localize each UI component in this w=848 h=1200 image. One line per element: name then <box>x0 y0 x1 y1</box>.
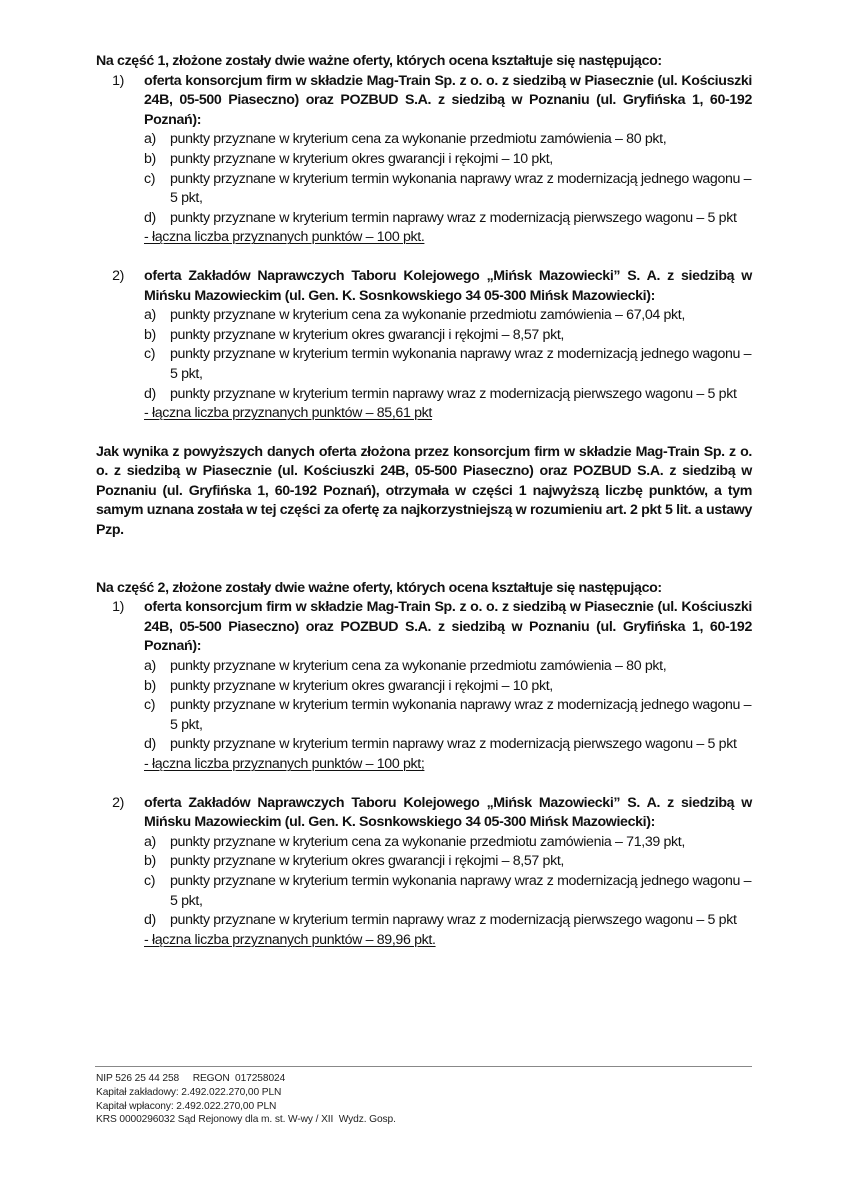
criterion-text: punkty przyznane w kryterium termin naprawy wraz z modernizacją pierwszego wagonu – 5 pkt <box>170 912 737 929</box>
criterion-item <box>144 306 752 326</box>
criterion-item <box>144 130 752 150</box>
criterion-item <box>144 852 752 872</box>
criterion-letter: c) <box>144 346 156 363</box>
offer-total-points: - łączna liczba przyznanych punktów – 89,96 pkt. <box>144 931 436 948</box>
criterion-letter: d) <box>144 736 156 753</box>
section-1-offer-2 <box>96 267 752 424</box>
footer-krs: KRS 0000296032 Sąd Rejonowy dla m. st. W-wy / XII Wydz. Gosp. <box>96 1114 396 1126</box>
criterion-text: punkty przyznane w kryterium termin naprawy wraz z modernizacją pierwszego wagonu – 5 pkt <box>170 209 737 226</box>
criterion-text: punkty przyznane w kryterium termin naprawy wraz z modernizacją pierwszego wagonu – 5 pkt <box>170 736 737 753</box>
company-footer <box>96 1072 396 1127</box>
criterion-text: punkty przyznane w kryterium okres gwarancji i rękojmi – 8,57 pkt, <box>170 853 565 870</box>
criterion-letter: c) <box>144 697 156 714</box>
criterion-text: punkty przyznane w kryterium cena za wykonanie przedmiotu zamówienia – 67,04 pkt, <box>170 307 685 324</box>
section-2-intro: Na część 2, złożone zostały dwie ważne oferty, których ocena kształtuje się następująco: <box>96 579 662 596</box>
criterion-text: punkty przyznane w kryterium termin wykonania naprawy wraz z modernizacją jednego wagonu – 5 pkt, <box>170 346 752 382</box>
criterion-letter: a) <box>144 833 156 850</box>
offer-number: 2) <box>112 267 124 284</box>
criterion-item <box>144 209 752 229</box>
criterion-item <box>144 385 752 405</box>
footer-tax-ids: NIP 526 25 44 258 REGON 017258024 <box>96 1073 286 1084</box>
criterion-text: punkty przyznane w kryterium cena za wykonanie przedmiotu zamówienia – 80 pkt, <box>170 131 667 148</box>
criterion-text: punkty przyznane w kryterium termin wykonania naprawy wraz z modernizacją jednego wagonu – 5 pkt, <box>170 872 752 909</box>
criterion-letter: b) <box>144 853 156 870</box>
criterion-item <box>144 833 752 853</box>
criterion-letter: b) <box>144 150 156 167</box>
section-2-offer-2 <box>96 794 752 951</box>
offer-title: oferta Zakładów Naprawczych Taboru Kolejowego „Mińsk Mazowiecki” S. A. z siedzibą w Mińsku Mazowieckim (ul. Gen. K. Sosnkowskiego 34 05-300 Mińsk Mazowiecki): <box>144 794 752 831</box>
section-1-offer-1 <box>96 72 752 248</box>
criterion-item <box>144 872 752 911</box>
section-1-conclusion: Jak wynika z powyższych danych oferta złożona przez konsorcjum firm w składzie Mag-Train Sp. z o. o. z siedzibą w Piasecznie (ul. Kościuszki 24B, 05-500 Piaseczno) oraz POZBUD S.A. z siedzibą w Poznaniu (ul. Gryfińska 1, 60-192 Poznań), otrzymała w części 1 najwyższą liczbę punktów, a tym samym uznana została w tej części za ofertę za najkorzystniejszą w rozumieniu art. 2 pkt 5 lit. a ustawy Pzp. <box>96 443 752 539</box>
criterion-item <box>144 345 752 384</box>
criterion-letter: b) <box>144 326 156 343</box>
criterion-item <box>144 170 752 209</box>
criterion-item <box>144 677 752 697</box>
footer-divider <box>95 1066 752 1067</box>
criterion-item <box>144 911 752 931</box>
document-body <box>96 52 752 950</box>
footer-share-capital: Kapitał zakładowy: 2.492.022.270,00 PLN <box>96 1086 282 1098</box>
criterion-letter: d) <box>144 209 156 226</box>
criterion-text: punkty przyznane w kryterium cena za wykonanie przedmiotu zamówienia – 71,39 pkt, <box>170 833 685 850</box>
criterion-text: punkty przyznane w kryterium okres gwarancji i rękojmi – 10 pkt, <box>170 150 553 167</box>
section-2-offer-1 <box>96 598 752 774</box>
criterion-text: punkty przyznane w kryterium okres gwarancji i rękojmi – 8,57 pkt, <box>170 326 565 343</box>
criterion-item <box>144 696 752 735</box>
criterion-item <box>144 326 752 346</box>
criterion-letter: d) <box>144 385 156 402</box>
offer-number: 1) <box>112 599 124 616</box>
criterion-text: punkty przyznane w kryterium termin naprawy wraz z modernizacją pierwszego wagonu – 5 pkt <box>170 385 737 402</box>
criterion-item <box>144 150 752 170</box>
offer-number: 1) <box>112 72 124 89</box>
criterion-letter: c) <box>144 170 156 187</box>
offer-title: oferta konsorcjum firm w składzie Mag-Train Sp. z o. o. z siedzibą w Piasecznie (ul. Kościuszki 24B, 05-500 Piaseczno) oraz POZBUD S.A. z siedzibą w Poznaniu (ul. Gryfińska 1, 60-192 Poznań): <box>144 599 752 655</box>
offer-title: oferta Zakładów Naprawczych Taboru Kolejowego „Mińsk Mazowiecki” S. A. z siedzibą w Mińsku Mazowieckim (ul. Gen. K. Sosnkowskiego 34 05-300 Mińsk Mazowiecki): <box>144 267 752 304</box>
offer-total-points: - łączna liczba przyznanych punktów – 100 pkt; <box>144 756 425 772</box>
criterion-text: punkty przyznane w kryterium cena za wykonanie przedmiotu zamówienia – 80 pkt, <box>170 658 667 675</box>
offer-total-points: - łączna liczba przyznanych punktów – 85,61 pkt <box>144 405 432 422</box>
footer-paid-capital: Kapitał wpłacony: 2.492.022.270,00 PLN <box>96 1100 277 1112</box>
criterion-letter: a) <box>144 658 156 675</box>
criterion-letter: b) <box>144 677 156 694</box>
criterion-letter: c) <box>144 872 156 889</box>
offer-number: 2) <box>112 794 124 811</box>
section-1-intro: Na część 1, złożone zostały dwie ważne oferty, których ocena kształtuje się następująco: <box>96 53 662 69</box>
criterion-letter: a) <box>144 131 156 148</box>
criterion-letter: a) <box>144 307 156 324</box>
criterion-text: punkty przyznane w kryterium termin wykonania naprawy wraz z modernizacją jednego wagonu – 5 pkt, <box>170 170 752 207</box>
criterion-text: punkty przyznane w kryterium termin wykonania naprawy wraz z modernizacją jednego wagonu – 5 pkt, <box>170 697 752 733</box>
criterion-text: punkty przyznane w kryterium okres gwarancji i rękojmi – 10 pkt, <box>170 677 553 694</box>
offer-total-points: - łączna liczba przyznanych punktów – 100 pkt. <box>144 229 425 246</box>
offer-title: oferta konsorcjum firm w składzie Mag-Train Sp. z o. o. z siedzibą w Piasecznie (ul. Kościuszki 24B, 05-500 Piaseczno) oraz POZBUD S.A. z siedzibą w Poznaniu (ul. Gryfińska 1, 60-192 Poznań): <box>144 72 752 128</box>
criterion-letter: d) <box>144 912 156 929</box>
criterion-item <box>144 657 752 677</box>
criterion-item <box>144 735 752 755</box>
